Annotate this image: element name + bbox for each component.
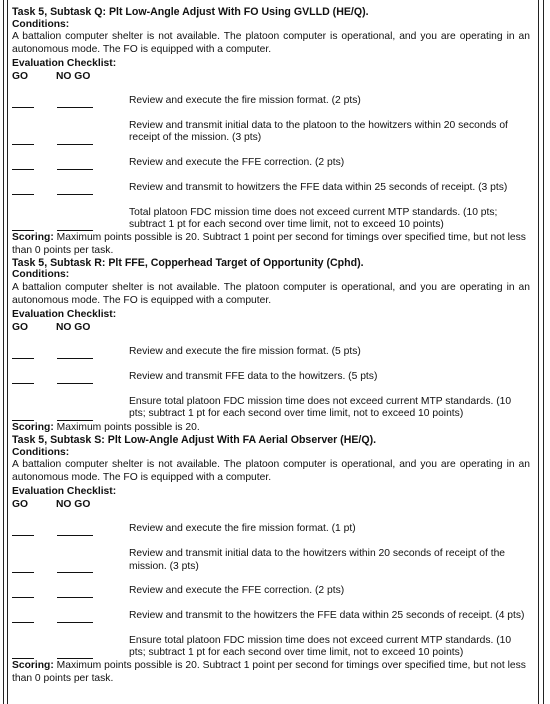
checklist-item-text: Ensure total platoon FDC mission time does not exceed current MTP standards. (10 pts; subtract 1 pt for each second over time limit, not to exceed 10 points) [129, 396, 512, 420]
nogo-column-header: NO GO [56, 321, 91, 333]
scoring-label: Scoring: [12, 232, 54, 244]
checklist-item-text: Review and transmit FFE data to the howitzers. (5 pts) [129, 371, 378, 383]
checklist-item-text: Review and execute the fire mission format. (1 pt) [129, 523, 356, 535]
scoring-text: Maximum points possible is 20. [56, 421, 200, 433]
checklist-header [12, 322, 530, 335]
task-title: Task 5, Subtask S: Plt Low-Angle Adjust With FA Aerial Observer (HE/Q). [12, 434, 377, 447]
checklist-item-text: Review and transmit to the howitzers the FFE data within 25 seconds of receipt. (4 pts) [129, 609, 525, 621]
conditions-text: A battalion computer shelter is not available. The platoon computer is operational, and you are operating in an autonomous mode. The FO is equipped with a computer. [12, 459, 530, 483]
nogo-blank-line[interactable] [57, 658, 93, 659]
checklist-item-text: Review and transmit initial data to the platoon to the howitzers within 20 seconds of receipt of the mission. (3 pts) [129, 120, 508, 144]
conditions-text: A battalion computer shelter is not available. The platoon computer is operational, and you are operating in an autonomous mode. The FO is equipped with a computer. [12, 31, 530, 55]
score-blanks [12, 219, 120, 231]
score-blanks [12, 372, 120, 384]
score-blanks [12, 347, 120, 359]
go-blank-line[interactable] [12, 144, 34, 145]
checklist-item [12, 610, 530, 623]
subtask-section-s [12, 434, 530, 685]
checklist-item [12, 635, 530, 660]
checklist-item [12, 95, 530, 108]
checklist-item-text: Total platoon FDC mission time does not exceed current MTP standards. (10 pts; subtract 1 pt for each second over time limit, not to exceed 10 points) [129, 206, 498, 231]
go-column-header: GO [12, 70, 29, 82]
score-blanks [12, 183, 120, 195]
checklist-label: Evaluation Checklist: [12, 57, 117, 69]
score-blanks [12, 561, 120, 573]
go-blank-line[interactable] [12, 622, 34, 623]
go-blank-line[interactable] [12, 169, 34, 170]
score-blanks [12, 524, 120, 536]
checklist-item-text: Review and transmit initial data to the howitzers within 20 seconds of receipt of the mission. (3 pts) [129, 548, 506, 572]
right-margin-rule-inner [538, 0, 539, 704]
subtask-section-q [12, 6, 530, 257]
go-blank-line[interactable] [12, 658, 34, 659]
conditions-label: Conditions: [12, 446, 70, 458]
score-blanks [12, 133, 120, 145]
checklist-item-text: Ensure total platoon FDC mission time does not exceed current MTP standards. (10 pts; subtract 1 pt for each second over time limit, not to exceed 10 points) [129, 634, 512, 659]
task-title: Task 5, Subtask Q: Plt Low-Angle Adjust With FO Using GVLLD (HE/Q). [12, 6, 369, 18]
conditions-label: Conditions: [12, 269, 70, 281]
scoring-note [12, 422, 530, 434]
go-column-header: GO [12, 498, 29, 510]
go-blank-line[interactable] [12, 572, 34, 573]
checklist-item [12, 371, 530, 384]
go-blank-line[interactable] [12, 420, 34, 421]
nogo-blank-line[interactable] [57, 194, 93, 195]
task-title: Task 5, Subtask R: Plt FFE, Copperhead Target of Opportunity (Cphd). [12, 256, 364, 269]
score-blanks [12, 158, 120, 170]
go-blank-line[interactable] [12, 107, 34, 108]
conditions-text: A battalion computer shelter is not available. The platoon computer is operational, and you are operating in an autonomous mode. The FO is equipped with a computer. [12, 282, 530, 306]
go-blank-line[interactable] [12, 597, 34, 598]
checklist-item-text: Review and execute the FFE correction. (2 pts) [129, 156, 345, 168]
score-blanks [12, 611, 120, 623]
checklist-item [12, 207, 530, 232]
conditions-label: Conditions: [12, 18, 70, 30]
score-blanks [12, 409, 120, 421]
nogo-blank-line[interactable] [57, 535, 93, 536]
checklist-item [12, 396, 530, 421]
nogo-blank-line[interactable] [57, 169, 93, 170]
nogo-column-header: NO GO [56, 70, 91, 82]
checklist-label: Evaluation Checklist: [12, 308, 117, 320]
checklist-label: Evaluation Checklist: [12, 485, 117, 497]
checklist-item [12, 182, 530, 195]
checklist-item [12, 346, 530, 359]
checklist-header [12, 499, 530, 512]
go-column-header: GO [12, 321, 29, 333]
right-margin-rule-outer [543, 0, 544, 704]
left-margin-rule-outer [3, 0, 4, 704]
go-blank-line[interactable] [12, 230, 34, 231]
nogo-blank-line[interactable] [57, 358, 93, 359]
nogo-blank-line[interactable] [57, 230, 93, 231]
scoring-note [12, 660, 530, 685]
nogo-column-header: NO GO [56, 498, 91, 510]
go-blank-line[interactable] [12, 383, 34, 384]
checklist-item-text: Review and execute the FFE correction. (2 pts) [129, 584, 345, 596]
scoring-text: Maximum points possible is 20. Subtract 1 point per second for timings over specified time, but not less than 0 points per task. [12, 232, 526, 256]
checklist-item [12, 585, 530, 598]
nogo-blank-line[interactable] [57, 107, 93, 108]
checklist-item-text: Review and execute the fire mission format. (2 pts) [129, 95, 361, 107]
scoring-text: Maximum points possible is 20. Subtract 1 point per second for timings over specified time, but not less than 0 points per task. [12, 660, 526, 684]
nogo-blank-line[interactable] [57, 420, 93, 421]
checklist-header [12, 71, 530, 84]
checklist-item-text: Review and transmit to howitzers the FFE data within 25 seconds of receipt. (3 pts) [129, 181, 508, 193]
score-blanks [12, 586, 120, 598]
nogo-blank-line[interactable] [57, 144, 93, 145]
scoring-label: Scoring: [12, 660, 54, 672]
checklist-item [12, 120, 530, 145]
scoring-label: Scoring: [12, 421, 54, 433]
score-blanks [12, 96, 120, 108]
nogo-blank-line[interactable] [57, 597, 93, 598]
checklist-item [12, 157, 530, 170]
document-body [12, 6, 530, 685]
checklist-item [12, 548, 530, 573]
nogo-blank-line[interactable] [57, 383, 93, 384]
subtask-section-r [12, 257, 530, 434]
go-blank-line[interactable] [12, 358, 34, 359]
score-blanks [12, 647, 120, 659]
checklist-item-text: Review and execute the fire mission format. (5 pts) [129, 346, 361, 358]
go-blank-line[interactable] [12, 194, 34, 195]
go-blank-line[interactable] [12, 535, 34, 536]
nogo-blank-line[interactable] [57, 622, 93, 623]
scoring-note [12, 232, 530, 257]
nogo-blank-line[interactable] [57, 572, 93, 573]
checklist-item [12, 523, 530, 536]
left-margin-rule-inner [7, 0, 8, 704]
